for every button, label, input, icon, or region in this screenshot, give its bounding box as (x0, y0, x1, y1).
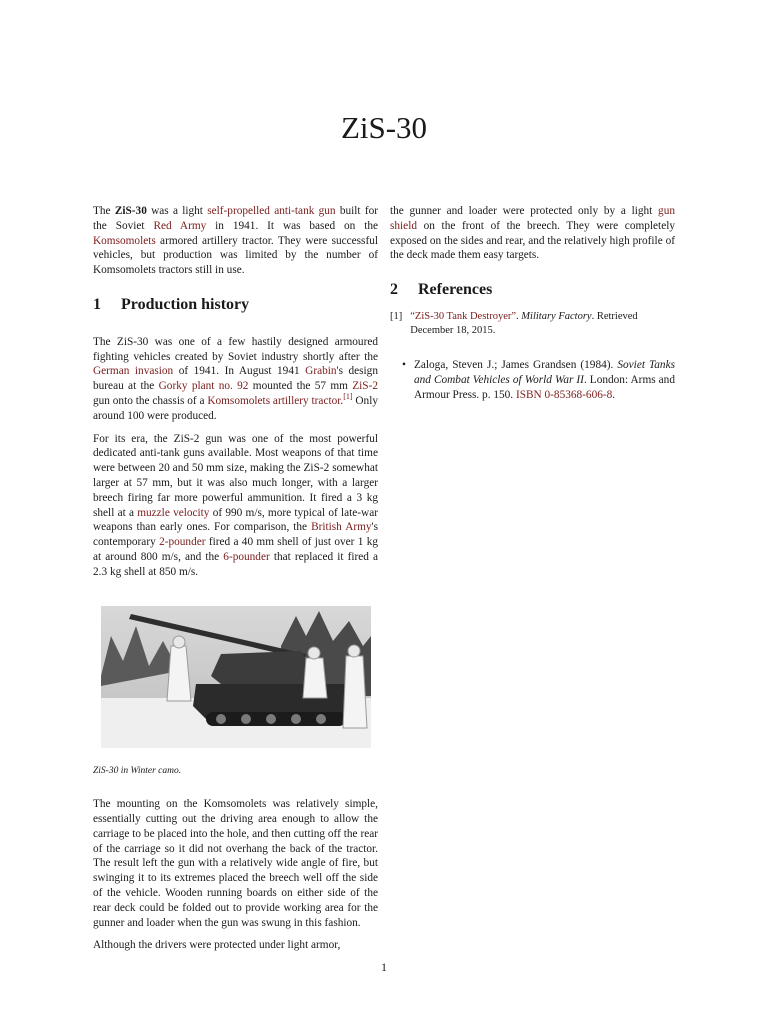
link-british-army[interactable]: British Army (311, 521, 372, 534)
section-heading-references (390, 283, 675, 298)
body-text: of 990 m/s, more typical of late-war weapons than early ones. For comparison, the (93, 506, 378, 534)
soldier-figure (303, 658, 327, 698)
intro-text: in 1941. It was based on the (206, 219, 378, 232)
soldier-figure (348, 645, 360, 657)
reference-text-part: . (516, 310, 522, 322)
link-gun-shield[interactable]: gun shield (390, 205, 675, 232)
soldier-figure (308, 647, 320, 659)
production-paragraph-1 (93, 335, 378, 424)
link-zis-30-tank-destroyer[interactable]: “ZiS-30 Tank Destroyer” (410, 310, 517, 322)
link-komsomolets[interactable]: Komsomolets (93, 234, 156, 247)
link-6-pounder[interactable]: 6-pounder (223, 550, 270, 563)
road-wheel (291, 714, 301, 724)
zis-30-winter-photo (101, 606, 371, 748)
body-text: Only around 100 were produced. (93, 394, 378, 422)
intro-bold-name: ZiS-30 (114, 205, 147, 217)
reference-source: Military Factory (521, 310, 592, 322)
soldier-figure (343, 656, 367, 728)
bibliography-text-part: . (612, 388, 616, 401)
bibliography-text-part: . London: Arms and Armour Press. p. 150. (413, 373, 675, 401)
figure-caption: ZiS-30 in Winter camo. (93, 766, 182, 777)
intro-paragraph (93, 204, 378, 278)
continued-paragraph (390, 204, 675, 263)
production-paragraph-4: Although the drivers were protected under light armor, (93, 939, 341, 952)
bibliography-text (414, 358, 675, 402)
link-komsomolets-artillery-tractor[interactable]: Komsomolets artillery tractor (207, 394, 341, 407)
link-isbn[interactable]: ISBN 0-85368-606-8 (515, 388, 613, 401)
intro-text: was a light (146, 205, 208, 217)
page-title: ZiS-30 (340, 110, 428, 145)
book-title: Soviet Tanks and Combat Vehicles of World War II (413, 358, 675, 386)
link-self-propelled-anti-tank-gun[interactable]: self-propelled anti-tank gun (207, 205, 336, 217)
body-text: For its era, the ZiS-2 gun was one of the most powerful dedicated anti-tank guns available. Most weapons of that time were between 20 and 50 mm size, making the ZiS-2 somewhat larger at 57 mm, but it was also much longer, with a larger breech firing far more powerful ammunition. It fired a 3 kg shell at a (93, 432, 378, 519)
section-title: Production history (121, 295, 250, 313)
body-text: on the front of the breech. They were completely exposed on the sides and rear, and the relatively high profile of the deck made them easy targets. (390, 219, 675, 262)
body-text: that replaced it fired a 2.3 kg shell at 850 m/s. (93, 550, 379, 578)
reference-item (390, 310, 675, 338)
link-muzzle-velocity[interactable]: muzzle velocity (137, 506, 210, 519)
section-title: References (418, 281, 493, 299)
bibliography-item (402, 358, 675, 402)
soldier-figure (173, 636, 185, 648)
road-wheel (241, 714, 251, 724)
road-wheel (266, 714, 276, 724)
link-grabin[interactable]: Grabin (305, 365, 337, 378)
intro-text: The (93, 205, 115, 217)
production-paragraph-2 (93, 432, 378, 580)
page-number: 1 (381, 960, 387, 974)
body-text: of 1941. In August 1941 (173, 365, 306, 378)
body-text: the gunner and loader were protected only by a light (390, 205, 659, 217)
link-german-invasion[interactable]: German invasion (93, 365, 174, 378)
left-column (93, 204, 378, 961)
link-gorky-plant[interactable]: Gorky plant no. 92 (158, 380, 249, 393)
intro-text: armored artillery tractor. They were successful vehicles, but production was limited by the number of Komsomolets tractors still in use. (93, 234, 378, 277)
road-wheel (316, 714, 326, 724)
bullet-icon: • (402, 358, 406, 371)
body-text: 's design bureau at the (93, 365, 378, 393)
gun-shield (211, 651, 316, 688)
body-text: . (340, 394, 344, 407)
right-column (390, 204, 675, 402)
production-paragraph-3: The mounting on the Komsomolets was relatively simple, essentially cutting out the driving area enough to allow the carriage to be placed into the hole, and then cutting off the rear of the carriage so it did not overhang the back of the tractor. The result left the gun with a relatively wide angle of fire, but swinging it to its extremes placed the breech well off the side of the vehicle. Wooden running boards on either side of the rear deck could be folded out to provide working area for the gunner and loader when the gun was swung in this fashion. (93, 798, 378, 929)
body-text: mounted the 57 mm (248, 380, 353, 393)
section-number: 1 (93, 295, 101, 313)
link-zis-2[interactable]: ZiS-2 (352, 380, 378, 393)
body-text: 's contemporary (93, 521, 378, 549)
section-heading-production-history (93, 295, 378, 313)
road-wheel (216, 714, 226, 724)
body-text: gun onto the chassis of a (93, 394, 208, 407)
section-number: 2 (390, 281, 398, 299)
reference-text-part: . Retrieved December 18, 2015. (410, 310, 638, 336)
body-text: The ZiS-30 was one of a few hastily designed armoured fighting vehicles created by Soviet industry shortly after the (93, 335, 378, 363)
body-text: fired a 40 mm shell of just over 1 kg at around 800 m/s, and the (93, 536, 378, 563)
reference-text (410, 310, 675, 338)
link-2-pounder[interactable]: 2-pounder (159, 536, 206, 549)
link-red-army[interactable]: Red Army (153, 219, 207, 232)
intro-text: built for the Soviet (93, 205, 379, 232)
citation-link[interactable]: [1] (343, 392, 353, 402)
reference-number: [1] (390, 310, 403, 322)
bibliography-text-part: Zaloga, Steven J.; James Grandsen (1984). (413, 358, 618, 371)
